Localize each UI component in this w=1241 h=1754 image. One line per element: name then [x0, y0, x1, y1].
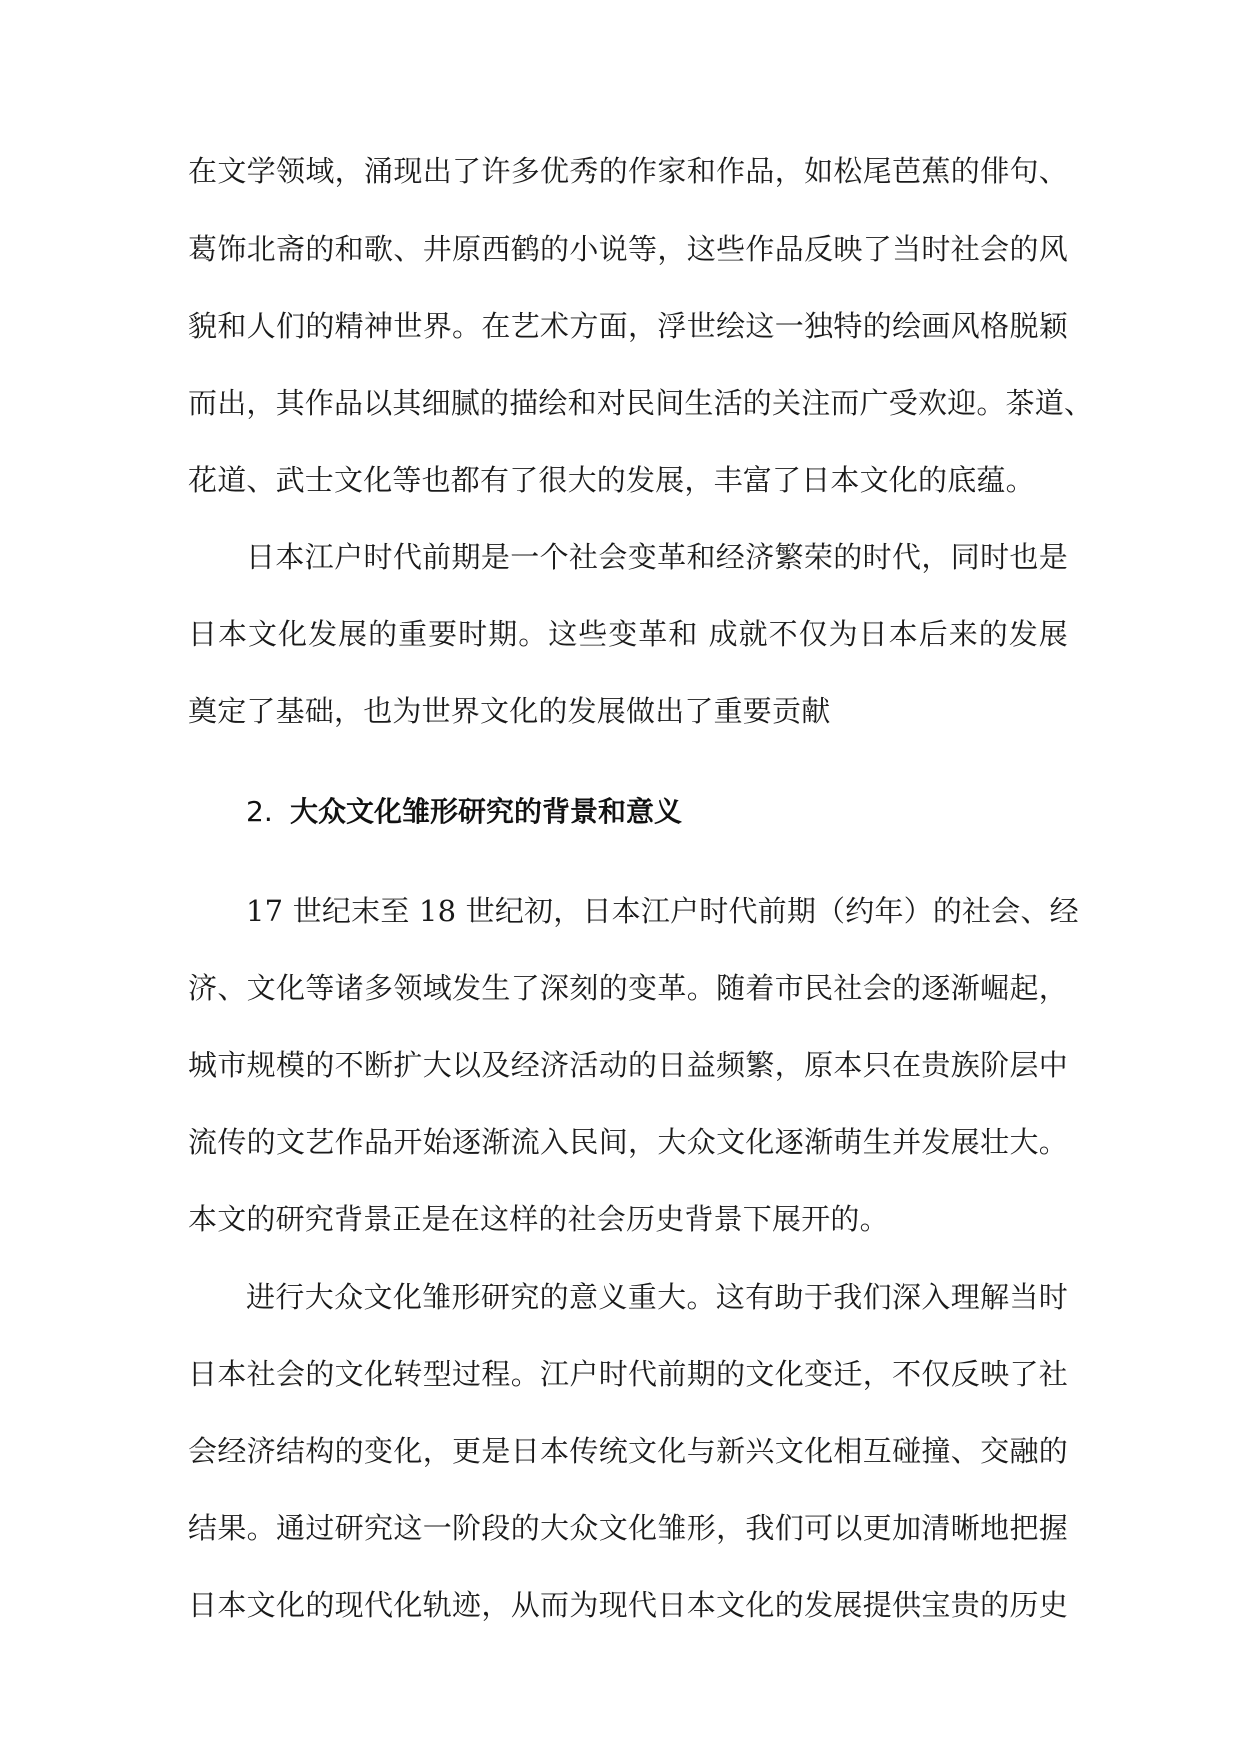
section-title: 大众文化雏形研究的背景和意义 — [290, 795, 683, 828]
text-line: 日本社会的文化转型过程。江户时代前期的文化变迁，不仅反映了社 — [188, 1357, 1068, 1391]
text-line: 而出，其作品以其细腻的描绘和对民间生活的关注而广受欢迎。茶道、 — [188, 386, 1094, 420]
text-line: 奠定了基础，也为世界文化的发展做出了重要贡献 — [188, 694, 831, 728]
text-line: 日本文化发展的重要时期。这些变革和 成就不仅为日本后来的发展 — [188, 617, 1068, 651]
text-line: 貌和人们的精神世界。在艺术方面，浮世绘这一独特的绘画风格脱颖 — [188, 309, 1068, 343]
text-line: 日本江户时代前期是一个社会变革和经济繁荣的时代，同时也是 — [246, 540, 1068, 574]
text-line: 流传的文艺作品开始逐渐流入民间，大众文化逐渐萌生并发展壮大。 — [188, 1125, 1068, 1159]
text-line: 花道、武士文化等也都有了很大的发展，丰富了日本文化的底蕴。 — [188, 463, 1035, 497]
text-line: 会经济结构的变化，更是日本传统文化与新兴文化相互碰撞、交融的 — [188, 1434, 1068, 1468]
section-number: 2. — [246, 795, 273, 828]
text-line: 葛饰北斋的和歌、井原西鹤的小说等，这些作品反映了当时社会的风 — [188, 232, 1068, 266]
text-line: 结果。通过研究这一阶段的大众文化雏形，我们可以更加清晰地把握 — [188, 1511, 1068, 1545]
text-line: 济、文化等诸多领域发生了深刻的变革。随着市民社会的逐渐崛起， — [188, 971, 1068, 1005]
section-heading — [246, 783, 682, 841]
text-line: 城市规模的不断扩大以及经济活动的日益频繁，原本只在贵族阶层中 — [188, 1048, 1068, 1082]
text-line: 本文的研究背景正是在这样的社会历史背景下展开的。 — [188, 1202, 889, 1236]
text-line: 在文学领域，涌现出了许多优秀的作家和作品，如松尾芭蕉的俳句、 — [188, 154, 1068, 188]
text-line: 进行大众文化雏形研究的意义重大。这有助于我们深入理解当时 — [246, 1280, 1068, 1314]
text-line: 日本文化的现代化轨迹，从而为现代日本文化的发展提供宝贵的历史 — [188, 1588, 1068, 1622]
text-line: 17 世纪末至 18 世纪初，日本江户时代前期（约年）的社会、经 — [246, 894, 1079, 928]
